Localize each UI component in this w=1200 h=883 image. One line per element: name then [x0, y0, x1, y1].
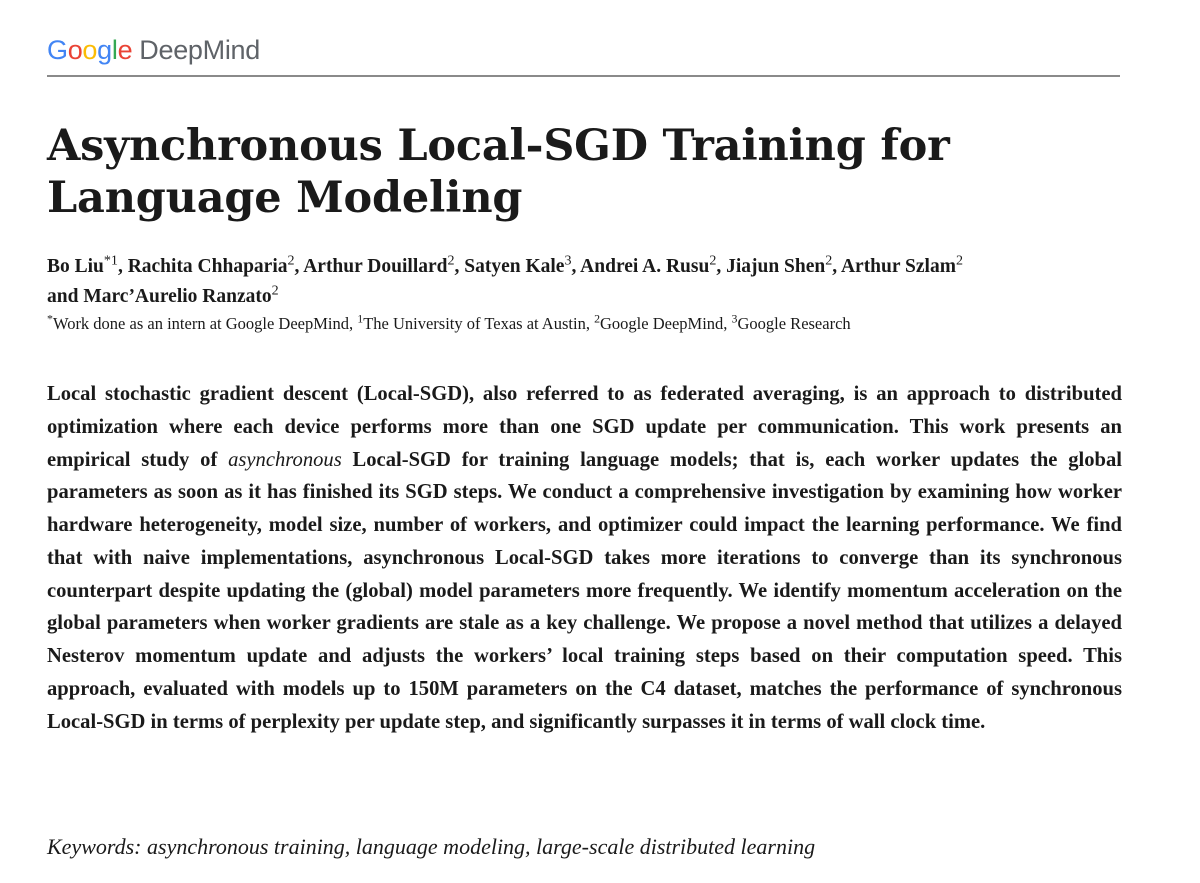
author-name: Arthur Douillard: [303, 256, 448, 277]
paper-title-line-2: Language Modeling: [47, 173, 523, 223]
google-logo-letter: e: [117, 34, 133, 65]
affiliation-text: The University of Texas at Austin,: [363, 314, 595, 333]
author-separator: ,: [832, 256, 841, 277]
affiliation-list: [47, 312, 1127, 336]
author-name: Bo Liu: [47, 256, 104, 277]
author-separator: ,: [454, 256, 465, 277]
affiliation-marker: 2: [594, 311, 601, 326]
author-separator: ,: [117, 256, 128, 277]
google-logo-letter: G: [47, 34, 68, 65]
google-logo-letter: o: [67, 34, 83, 65]
paper-title: [47, 120, 1127, 224]
affiliation-text: Work done as an intern at Google DeepMind,: [52, 314, 358, 333]
author-separator: and: [47, 286, 84, 307]
author-name: Rachita Chhaparia: [127, 256, 288, 277]
author-name: Satyen Kale: [464, 256, 565, 277]
header-divider: [47, 75, 1120, 77]
author-name: Andrei A. Rusu: [580, 256, 710, 277]
google-logo: [47, 35, 132, 66]
keywords: Keywords: asynchronous training, language modeling, large-scale distributed learning: [47, 834, 816, 859]
affiliation-text: Google Research: [737, 314, 851, 333]
author-name: Arthur Szlam: [840, 256, 956, 277]
author-separator: ,: [571, 256, 581, 277]
author-affiliation-marker: 2: [709, 252, 717, 269]
author-name: Marc’Aurelio Ranzato: [83, 286, 272, 307]
author-affiliation-marker: 2: [271, 282, 279, 299]
abstract-italic-term: asynchronous: [228, 448, 342, 471]
paper-title-line-1: Asynchronous Local-SGD Training for: [47, 121, 950, 171]
author-affiliation-marker: 2: [955, 252, 963, 269]
author-affiliation-marker: 2: [447, 252, 455, 269]
abstract-text-part-1: Local stochastic gradient descent (Local-SGD), also referred to as federated averaging, is an approach to distributed optimization where each device performs more than one SGD update per communication. This work presents an empirical study of: [47, 383, 1122, 471]
abstract-text-part-2: Local-SGD for training language models; that is, each worker updates the global parameters as soon as it has finished its SGD steps. We conduct a comprehensive investigation by examining how worker hardware heterogeneity, model size, number of workers, and optimizer could impact the learning performance. We find that with naive implementations, asynchronous Local-SGD takes more iterations to converge than its synchronous counterpart despite updating the (global) model parameters more frequently. We identify momentum acceleration on the global parameters when worker gradients are stale as a key challenge. We propose a novel method that utilizes a delayed Nesterov momentum update and adjusts the workers’ local training steps based on their computation speed. This approach, evaluated with models up to 150M parameters on the C4 dataset, matches the performance of synchronous Local-SGD in terms of perplexity per update step, and significantly surpasses it in terms of wall clock time.: [47, 448, 1122, 733]
affiliation-text: Google DeepMind,: [600, 314, 732, 333]
author-affiliation-marker: 2: [287, 252, 295, 269]
google-logo-letter: l: [111, 34, 118, 65]
header-logo: [47, 30, 260, 70]
deepmind-logo-text: DeepMind: [139, 34, 260, 65]
google-logo-letter: g: [97, 34, 112, 65]
affiliation-marker: 1: [357, 311, 364, 326]
author-list: [47, 252, 1127, 312]
affiliation-marker: 3: [731, 311, 738, 326]
google-logo-letter: o: [82, 34, 98, 65]
author-affiliation-marker: *1: [103, 252, 118, 269]
author-affiliation-marker: 3: [564, 252, 572, 269]
abstract: [47, 378, 1122, 738]
affiliation-marker: *: [47, 311, 53, 326]
author-name: Jiajun Shen: [726, 256, 826, 277]
author-affiliation-marker: 2: [825, 252, 833, 269]
author-separator: ,: [294, 256, 304, 277]
author-separator: ,: [716, 256, 727, 277]
